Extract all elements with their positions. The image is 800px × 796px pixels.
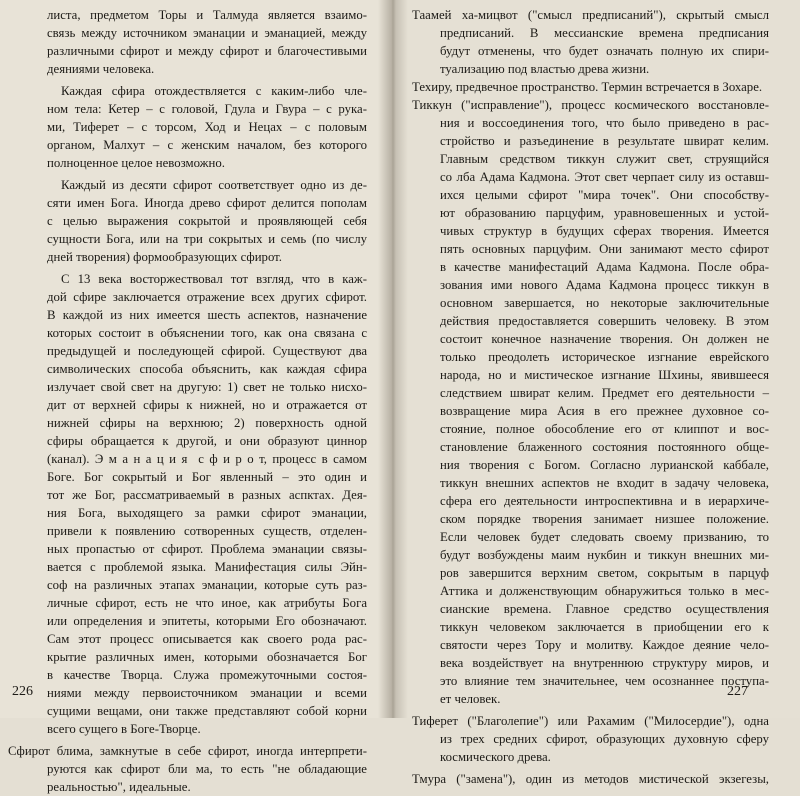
text-line: ском порядке творения занимает низшее положение. — [440, 512, 769, 526]
text-line: туализацию под властью древа жизни. — [440, 62, 650, 76]
text-line: будут возбуждены маим нукбин и тиккун внешних ми- — [440, 548, 769, 562]
text-line: ния творения с Богом. Согласно лурианской каббале, — [440, 458, 769, 472]
text-line: тиккун человеком заключается в приобщении его к — [440, 620, 769, 634]
text-line: стояние, полное обособление его от клиппот и вос- — [440, 422, 769, 436]
text-line: соф на различных этапах эманации, которые суть раз- — [47, 578, 367, 592]
text-line: со лба Адама Кадмона. Этот свет черпает силу из оставш- — [440, 170, 769, 184]
text-line: в качестве манифестаций Адама Кадмона. После обра- — [440, 260, 769, 274]
text-line: С 13 века восторжествовал тот взгляд, что в каж- — [61, 272, 367, 286]
text-line: ет человек. — [440, 692, 501, 706]
glossary-entry-line: Тмура ("замена"), один из методов мистической экзегезы, — [412, 772, 769, 786]
text-line: ных пропастью от сфирот. Проблема эманации связы- — [47, 542, 367, 556]
text-line: руются как сфирот бли ма, то есть "не обладающие — [47, 762, 367, 776]
text-line: ния Бога, выходящего за рамки сфирот эманации, — [47, 506, 367, 520]
text-line: народа, но и мистическое изгнание Шхины, явившееся — [440, 368, 769, 382]
text-line: сфера его деятельности интроспективна и в иерархиче- — [440, 494, 769, 508]
text-line: будут отменены, что будет означать полную их спири- — [440, 44, 769, 58]
text-line: состоит конечное назначение творения. Он должен не — [440, 332, 769, 346]
glossary-entry-line: Таамей ха-мицвот ("смысл предписаний"), скрытый смысл — [412, 8, 769, 22]
text-line: Каждый из десяти сфирот соответствует одно из де- — [61, 178, 367, 192]
text-line: с целью выражения сокрытой и проявляющей себя — [47, 214, 367, 228]
text-line: личные сфирот, есть не что иное, как атрибуты Бога — [47, 596, 367, 610]
text-line: стройство и разъединение в результате швират келим. — [440, 134, 769, 148]
text-line: ют образованию парцуфим, уравновешенных и устой- — [440, 206, 769, 220]
page-number: 226 — [12, 684, 33, 699]
text-line: предыдущей и последующей сфирой. Существуют два — [47, 344, 367, 358]
text-line: действия предоставляется совершить человеку. В этом — [440, 314, 769, 328]
text-line: сианские времена. Главное средство осуществления — [440, 602, 769, 616]
text-line: дит от верхней сфиры к нижней, но и отражается от — [47, 398, 367, 412]
text-line: листа, предметом Торы и Талмуда является взаимо- — [47, 8, 367, 22]
text-line: Боге. Бог сокрытый и Бог явленный – это один и — [47, 470, 367, 484]
text-line: привели к появлению сотворенных существ, отделен- — [47, 524, 367, 538]
text-line: нижней сфиры на верхнюю; 2) поверхность одной — [47, 416, 367, 430]
right-page — [392, 0, 800, 786]
left-page — [0, 0, 392, 794]
text-line: ров завершится верхним светом, сокрытым в парцуф — [440, 566, 769, 580]
glossary-entry-line: Тиферет ("Благолепие") или Рахамим ("Милосердие"), одна — [412, 714, 769, 728]
text-line: космического древа. — [440, 750, 551, 764]
page-number: 227 — [727, 684, 748, 699]
text-line: Каждая сфира отождествляется с каким-либо чле- — [61, 84, 367, 98]
text-line: излучает свой свет на другую: 1) свет не только нисхо- — [47, 380, 367, 394]
text-line: сущности Бога, или на три сокрытых и семь (по числу — [47, 232, 367, 246]
text-line: ния и воссоединения того, что было приведено в рас- — [440, 116, 769, 130]
glossary-entry-line: Тиккун ("исправление"), процесс космического восстановле- — [412, 98, 769, 112]
text-line: в качестве Творца. Служа промежуточными состоя- — [47, 668, 367, 682]
text-line: В каждой из них имеется шесть аспектов, назначение — [47, 308, 367, 322]
text-line: ном тела: Кетер – с головой, Гдула и Гвура – с рука- — [47, 102, 367, 116]
text-line: которых состоит в объяснении того, как она связана с — [47, 326, 367, 340]
text-line: ниями между первоисточником эманации и всеми — [47, 686, 367, 700]
text-line: сяти имен Бога. Иногда древо сфирот делится пополам — [47, 196, 367, 210]
text-line: возвращение мира Асия в его прежнее духовное со- — [440, 404, 769, 418]
text-line: Сам этот процесс описывается как своего рода рас- — [47, 632, 367, 646]
text-line: (канал). Э м а н а ц и я с ф и р о т, процесс в самом — [47, 452, 367, 466]
text-line: становление блаженного состояния постоянного обще- — [440, 440, 769, 454]
text-line: всего сущего в Боге-Творце. — [47, 722, 201, 736]
text-line: деяниями человека. — [47, 62, 155, 76]
text-line: дней творения) формообразующих сфирот. — [47, 250, 283, 264]
text-line: следствием швират келим. Предмет его деятельности – — [440, 386, 769, 400]
text-line: реальностью", идеальные. — [47, 780, 191, 794]
text-line: символических способа объяснить, как каждая сфира — [47, 362, 367, 376]
book-gutter-shadow — [378, 0, 408, 718]
text-line: ихся целыми сфирот "мира точек". Они способству- — [440, 188, 769, 202]
text-line: Главным средством тиккун служит свет, струящийся — [440, 152, 769, 166]
text-line: связь между источником эманации и эманацией, между — [47, 26, 367, 40]
text-line: только преодолеть историческое изгнание еврейского — [440, 350, 769, 364]
text-line: ми, Тиферет – с торсом, Ход и Нецах – с половым — [47, 120, 367, 134]
text-line: органом, Малхут – с женским началом, без которого — [47, 138, 367, 152]
text-line: это влияние тем значительнее, чем осознаннее поступа- — [440, 674, 769, 688]
text-line: сфиры обращается к другой, и они образуют циннор — [47, 434, 367, 448]
text-line: тот же Бог, рассматриваемый в разных аспктах. Дея- — [47, 488, 367, 502]
text-line: Если человек будет следовать своему призванию, то — [440, 530, 769, 544]
text-line: века воздействует на внутреннюю структуру миров, и — [440, 656, 769, 670]
text-line: чивых структур в будущих сферах творения. Имеется — [440, 224, 769, 238]
text-line: из трех средних сфирот, образующих духовную сферу — [440, 732, 769, 746]
text-line: дой сфире заключается отражение всех других сфирот. — [47, 290, 367, 304]
text-line: основном завершается, но некоторые заключительные — [440, 296, 769, 310]
text-line: крытие различных имен, которыми обозначается Бог — [47, 650, 367, 664]
glossary-entry-line: Сфирот блима, замкнутые в себе сфирот, иногда интерпрети- — [8, 744, 367, 758]
text-line: различными сфирот и между сфирот и благочестивыми — [47, 44, 367, 58]
text-line: или определения и эпитеты, которыми Его обозначают. — [47, 614, 367, 628]
text-line: тиккун внешних аспектов не входит в задачу человека, — [440, 476, 769, 490]
right-page-text — [412, 6, 769, 788]
glossary-entry-line: Техиру, предвечное пространство. Термин встречается в Зохаре. — [412, 80, 763, 94]
text-line: святости через Тору и молитву. Каждое деяние чело- — [440, 638, 769, 652]
text-line: вается с проблемой языка. Манифестация силы Эйн- — [47, 560, 367, 574]
text-line: полноценное целое невозможно. — [47, 156, 225, 170]
text-line: пять основных парцуфим. Они занимают место сфирот — [440, 242, 769, 256]
text-line: сущими вещами, они также представляют собой корни — [47, 704, 367, 718]
text-line: предписаний. В мессианские времена предписания — [440, 26, 769, 40]
text-line: зования ими нового Адама Кадмона процесс тиккун в — [440, 278, 769, 292]
text-line: Аттика и долженствующим обнаружиться только в мес- — [440, 584, 769, 598]
